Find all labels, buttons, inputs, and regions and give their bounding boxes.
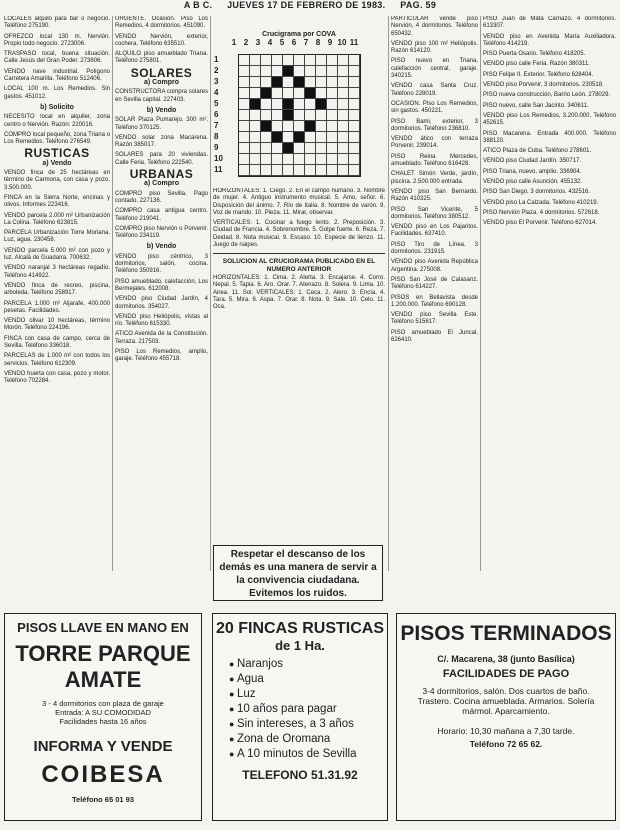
ad-phone: TELEFONO 51.31.92 <box>242 768 358 782</box>
crossword-cell <box>338 99 349 110</box>
crossword-cell <box>272 132 283 143</box>
col-number: 1 <box>231 38 237 47</box>
crossword-cell <box>283 66 294 77</box>
classified-ad: PISO Macarena. Entrada 400.000. Teléfono 388120. <box>483 130 616 144</box>
crossword-cell <box>338 110 349 121</box>
crossword-cell <box>272 88 283 99</box>
ad-line: INFORMA Y VENDE <box>33 738 173 755</box>
crossword-cell <box>316 88 327 99</box>
crossword-cell <box>250 132 261 143</box>
crossword-cell <box>261 55 272 66</box>
crossword-cell <box>294 99 305 110</box>
subsection-heading: b) Vendo <box>146 106 177 114</box>
classified-ad: PISO nueva construcción, Barrio León. 278029. <box>483 92 611 99</box>
row-number: 9 <box>214 143 219 152</box>
crossword-cell <box>305 154 316 165</box>
crossword-cell <box>261 77 272 88</box>
crossword-cell <box>327 55 338 66</box>
crossword-cell <box>316 121 327 132</box>
crossword-cell <box>305 121 316 132</box>
classified-ad: VENDO piso Porvenir, 3 dormitorios. 230518. <box>483 82 604 89</box>
crossword-cell <box>349 110 360 121</box>
classified-ad: LOCALES alquilo para bar o negocio. Teléfono 275190. <box>4 16 110 30</box>
classified-ad: VENDO nave industrial. Polígono Carretera Amarilla. Teléfono 512406. <box>4 68 110 83</box>
row-number: 11 <box>214 165 223 174</box>
bullet-item: ● Zona de Oromana <box>229 732 387 747</box>
ad-line: FACILIDADES DE PAGO <box>442 668 570 680</box>
crossword-cell <box>349 88 360 99</box>
crossword-column-numbers <box>228 38 360 47</box>
crossword-cell <box>316 154 327 165</box>
col-number: 6 <box>291 38 297 47</box>
classified-ad: PARCELA 1.000 m² Aljarafe, 400.000 pesetas. Facilidades. <box>4 300 110 314</box>
crossword-cell <box>239 143 250 154</box>
crossword-cell <box>338 121 349 132</box>
crossword-cell <box>294 132 305 143</box>
subsection-heading: a) Vendo <box>42 159 72 167</box>
crossword-cell <box>283 55 294 66</box>
subsection-heading: b) Solicito <box>40 103 74 111</box>
classified-ad: PISO Juan de Mata Carriazo. 4 dormitorios. 613307. <box>483 16 616 30</box>
crossword-cell <box>250 143 261 154</box>
row-number: 7 <box>214 121 219 130</box>
crossword-cell <box>316 132 327 143</box>
classified-ad: FINCA en la Sierra Norte, encinas y olivos. Informes 223416. <box>4 194 110 209</box>
classified-ad: NECESITO local en alquiler, zona centro o Nervión. Razón: 220016. <box>4 114 110 128</box>
column-divider <box>388 16 389 571</box>
classified-ad: ALQUILO piso amueblado Triana. Teléfono 275801. <box>115 51 208 65</box>
solution-text: HORIZONTALES: 1. Cima. 2. Alerta. 3. Encajarse. 4. Corro. Nepal. 5. Tapia. 6. Aro. Orar. 7. Atenazo. 8. Solera. 9. Lima. 10. Airea. 11. Sol. VERTICALES: 1. Ceca. 2. Alero. 3. Encía. 4. Tara. 5. Mira. 6. Aspa. 7. Orar. 8. Nota. 9. Sale. 10. Celo. 11. Oca. <box>213 274 385 311</box>
notice-box <box>213 545 383 601</box>
ad-pisos-terminados <box>396 613 616 821</box>
ad-bullets <box>229 657 387 762</box>
classifieds-column-5 <box>483 16 616 566</box>
ad-line: PISOS LLAVE EN MANO EN <box>17 620 189 635</box>
page-number: PAG. 59 <box>400 0 437 10</box>
crossword-cell <box>239 132 250 143</box>
row-number: 3 <box>214 77 219 86</box>
classified-ad: SOLAR Plaza Pumarejo. 300 m². Teléfono 370125. <box>115 117 208 131</box>
row-number: 2 <box>214 66 219 75</box>
classified-ad: VENDO ático con terraza Porvenir. 239014. <box>391 136 478 150</box>
classified-ad: PISO nuevo en Triana, calefacción central, garaje. 340215. <box>391 58 478 80</box>
row-number: 1 <box>214 55 219 64</box>
classified-ad: CHALET Simón Verde, jardín, piscina. 2.500.000 entrada. <box>391 171 478 185</box>
crossword-cell <box>283 121 294 132</box>
crossword-cell <box>349 143 360 154</box>
classified-ad: COMPRO local pequeño, zona Triana o Los Remedios. Teléfono 276549. <box>4 131 110 146</box>
classified-ad: SOLARES para 20 viviendas. Calle Feria. Teléfono 222540. <box>115 152 208 166</box>
classified-ad: URGENTE. Ocasión. Piso Los Remedios, 4 dormitorios. 451090. <box>115 16 208 30</box>
crossword-cell <box>338 55 349 66</box>
crossword-cell <box>239 121 250 132</box>
classified-ad: ATICO Avenida de la Constitución. Terraza. 217503. <box>115 331 208 345</box>
crossword-cell <box>261 66 272 77</box>
classified-ad: VENDO piso Ciudad Jardín, 4 dormitorios. 354027. <box>115 296 208 310</box>
classified-ad: VENDO piso céntrico, 3 dormitorios, salón, cocina. Teléfono 350916. <box>115 253 208 275</box>
crossword-cell <box>272 99 283 110</box>
crossword-cell <box>338 132 349 143</box>
crossword-grid <box>238 54 361 177</box>
crossword-cell <box>338 143 349 154</box>
crossword-cell <box>294 154 305 165</box>
crossword-cell <box>327 77 338 88</box>
classified-ad: VENDO finca de recreo, piscina, arboleda. Teléfono 258917. <box>4 282 110 297</box>
classifieds-column-2 <box>115 16 208 566</box>
crossword-cell <box>283 132 294 143</box>
crossword-cell <box>239 77 250 88</box>
classified-ad: ATICO Plaza de Cuba. Teléfono 278601. <box>483 148 592 155</box>
bullet-item: ● Agua <box>229 672 387 687</box>
classified-ad: PISO amueblado El Juncal. 626410. <box>391 329 478 343</box>
solution-title: SOLUCION AL CRUCIGRAMA PUBLICADO EN EL NUMERO ANTERIOR <box>222 258 376 273</box>
classified-ad: TRASPASO local, buena situación. Calle Jesús del Gran Poder. 273806. <box>4 51 110 65</box>
classified-ad: VENDO finca de 25 hectáreas en término de Carmona, con casa y pozo. 3.500.000. <box>4 170 110 191</box>
col-number: 5 <box>279 38 285 47</box>
crossword-cell <box>272 66 283 77</box>
classified-ad: VENDO piso Ciudad Jardín. 350717. <box>483 158 582 165</box>
crossword-cell <box>305 110 316 121</box>
crossword-horizontales: HORIZONTALES: 1. Ciego. 2. En el campo humano. 3. Nombre de mujer. 4. Antiguo instrumento musical. 5. Amo, señor. 6. Disposición del ánimo. 7. Río de Italia. 8. Nombre de varón. 9. Voz de mando. 10. Pieza. 11. Mirar, observar. <box>213 188 385 216</box>
crossword-cell <box>250 121 261 132</box>
col-number: 8 <box>315 38 321 47</box>
col-number: 10 <box>337 38 347 47</box>
crossword-cell <box>261 99 272 110</box>
ad-headline: PISOS TERMINADOS <box>400 622 612 645</box>
crossword-cell <box>294 143 305 154</box>
crossword-cell <box>316 66 327 77</box>
crossword-cell <box>272 121 283 132</box>
crossword-cell <box>239 165 250 176</box>
classified-ad: PISO San Vicente, 5 dormitorios. Teléfono 380512. <box>391 206 478 220</box>
bullet-item: ● Naranjos <box>229 657 387 672</box>
subsection-heading: b) Vendo <box>146 243 177 251</box>
classified-ad: PISO Bami, exterior, 3 dormitorios. Teléfono 236810. <box>391 118 478 132</box>
crossword-cell <box>294 110 305 121</box>
crossword-cell <box>261 132 272 143</box>
col-number: 9 <box>327 38 333 47</box>
subsection-heading: a) Compro <box>144 79 179 87</box>
col-number: 2 <box>243 38 249 47</box>
crossword-cell <box>283 165 294 176</box>
ad-line: 3-4 dormitorios, salón. Dos cuartos de baño. Trastero. Cocina amueblada. Armarios. Solería mármol. Aparcamiento. <box>417 686 595 716</box>
crossword-cell <box>349 66 360 77</box>
crossword-cell <box>327 88 338 99</box>
classified-ad: VENDO piso Sevilla Este. Teléfono 515617. <box>391 312 478 326</box>
col-number: 4 <box>267 38 273 47</box>
classified-ad: COMPRO piso Sevilla. Pago contado. 227136. <box>115 190 208 204</box>
crossword-cell <box>349 154 360 165</box>
ad-torre-parque-amate <box>4 613 202 821</box>
classified-ad: VENDO solar zona Macarena. Razón 385017. <box>115 134 208 149</box>
subsection-heading: a) Compro <box>144 180 179 188</box>
classified-ad: VENDO piso Heliópolis, vistas al río. Teléfono 615330. <box>115 313 208 328</box>
crossword-cell <box>272 154 283 165</box>
ad-phone: Teléfono 65 01 93 <box>72 795 134 804</box>
crossword-cell <box>294 88 305 99</box>
crossword-cell <box>250 66 261 77</box>
classified-ad: PISO nuevo, calle San Jacinto. 340611. <box>483 102 589 109</box>
crossword-cell <box>327 110 338 121</box>
classified-ad: PISO Triana, nuevo, amplio. 336904. <box>483 168 582 175</box>
classified-ad: VENDO piso San Bernardo. Razón 410325. <box>391 188 478 203</box>
crossword-cell <box>327 165 338 176</box>
classified-ad: VENDO piso El Porvenir. Teléfono 627014. <box>483 220 597 227</box>
section-heading-rusticas: RUSTICAS <box>24 146 90 161</box>
crossword-cell <box>327 132 338 143</box>
crossword-cell <box>349 99 360 110</box>
crossword-cell <box>327 66 338 77</box>
crossword-cell <box>327 121 338 132</box>
crossword-cell <box>338 66 349 77</box>
ad-line: de 1 Ha. <box>275 638 325 653</box>
crossword-cell <box>261 165 272 176</box>
classified-ad: PARTICULAR vende piso Nervión, 4 dormitorios. Teléfono 650432. <box>391 16 478 37</box>
crossword-cell <box>305 143 316 154</box>
crossword-cell <box>272 165 283 176</box>
crossword-cell <box>272 77 283 88</box>
classified-ad: VENDO naranjal 3 hectáreas regadío. Teléfono 414922. <box>4 265 110 279</box>
crossword-cell <box>349 132 360 143</box>
crossword-cell <box>261 110 272 121</box>
classified-ad: VENDO piso calle Feria. Razón 380311. <box>483 61 590 68</box>
crossword-cell <box>250 110 261 121</box>
divider <box>213 253 385 254</box>
crossword-cell <box>283 77 294 88</box>
classified-ad: PISO Reina Mercedes, amueblado. Teléfono 616428. <box>391 153 478 168</box>
column-divider <box>480 16 481 571</box>
crossword-cell <box>239 110 250 121</box>
crossword-cell <box>305 88 316 99</box>
crossword-cell <box>349 121 360 132</box>
crossword-cell <box>338 165 349 176</box>
issue-date: JUEVES 17 DE FEBRERO DE 1983. <box>227 0 386 10</box>
crossword-cell <box>283 154 294 165</box>
ad-headline: TORRE PARQUE AMATE <box>15 641 191 692</box>
bullet-item: ● Luz <box>229 687 387 702</box>
classified-ad: VENDO olivar 10 hectáreas, término Morón. Teléfono 224196. <box>4 318 110 332</box>
crossword-row-numbers <box>214 54 223 175</box>
paper-name: A B C. <box>183 0 213 10</box>
classified-ad: PARCELA Urbanización Torre Moriana. Luz, agua. 230458. <box>4 230 110 244</box>
crossword-cell <box>239 99 250 110</box>
crossword-cell <box>305 165 316 176</box>
notice-text: Respetar el descanso de los demás es una manera de servir a la convivencia ciudadana. Evitemos los ruidos. <box>219 549 377 599</box>
crossword-grid-wrap <box>238 54 361 177</box>
crossword-cell <box>305 55 316 66</box>
classified-ad: VENDO parcela 2.000 m² Urbanización La Colina. Teléfono 623815. <box>4 212 110 226</box>
crossword-cell <box>239 66 250 77</box>
crossword-cell <box>305 77 316 88</box>
crossword-cell <box>305 99 316 110</box>
classifieds-column-4 <box>391 16 478 566</box>
classified-ad: VENDO piso calle Asunción. 455132. <box>483 179 583 186</box>
row-number: 6 <box>214 110 219 119</box>
crossword-cell <box>316 143 327 154</box>
crossword-cell <box>316 165 327 176</box>
crossword-cell <box>250 88 261 99</box>
bullet-item: ● 10 años para pagar <box>229 702 387 717</box>
classified-ad: VENDO Nervión, exterior, cochera. Teléfono 635510. <box>115 33 208 47</box>
crossword-cell <box>250 99 261 110</box>
classified-ad: VENDO piso La Calzada. Teléfono 410219. <box>483 199 599 206</box>
crossword-cell <box>305 66 316 77</box>
page-header <box>0 0 620 14</box>
bullet-item: ● A 10 minutos de Sevilla <box>229 747 387 762</box>
crossword-cell <box>327 99 338 110</box>
section-heading-urbanas: URBANAS <box>129 167 194 182</box>
crossword-cell <box>327 154 338 165</box>
column-divider <box>112 16 113 571</box>
crossword-cell <box>349 165 360 176</box>
crossword-cell <box>283 110 294 121</box>
crossword-cell <box>261 88 272 99</box>
classified-ad: PISO San Diego, 3 dormitorios. 432516. <box>483 189 591 196</box>
classified-ad: VENDO piso Avenida República Argentina. 275008. <box>391 259 478 273</box>
classified-ad: PISO Felipe II. Exterior. Teléfono 628404. <box>483 71 594 78</box>
ad-line: Horario: 10,30 mañana a 7,30 tarde. <box>437 726 575 736</box>
crossword-cell <box>316 55 327 66</box>
col-number: 11 <box>349 38 359 47</box>
crossword-cell <box>294 55 305 66</box>
crossword-cell <box>316 99 327 110</box>
classified-ad: OFREZCO local 130 m. Nervión. Propio todo negocio. 2723006. <box>4 33 110 47</box>
bullet-item: ● Sin intereses, a 3 años <box>229 717 387 732</box>
crossword-cell <box>283 143 294 154</box>
crossword-cell <box>294 77 305 88</box>
crossword-cell <box>272 143 283 154</box>
crossword-cell <box>338 154 349 165</box>
ad-line: C/. Macarena, 38 (junto Basílica) <box>437 654 575 664</box>
classified-ad: CONSTRUCTORA compra solares en Sevilla capital. 227403. <box>115 89 208 103</box>
crossword-cell <box>316 110 327 121</box>
classified-ad: VENDO parcela 5.000 m² con pozo y luz. Alcalá de Guadaíra. 700632. <box>4 247 110 262</box>
classified-ad: PISO Tiro de Línea. 3 dormitorios. 231915. <box>391 241 478 256</box>
crossword-cell <box>283 88 294 99</box>
classified-ad: VENDO casa Santa Cruz. Teléfono 228019. <box>391 83 478 97</box>
crossword-cell <box>250 165 261 176</box>
crossword-cell <box>261 154 272 165</box>
crossword-cell <box>283 99 294 110</box>
classified-ad: VENDO huerta con casa, pozo y motor. Teléfono 702284. <box>4 370 110 385</box>
classified-ad: VENDO piso Los Remedios, 3.200.000. Teléfono 452615. <box>483 112 616 127</box>
ad-brand: COIBESA <box>41 761 165 788</box>
classified-ad: VENDO piso 100 m² Heliópolis. Razón 614120. <box>391 40 478 55</box>
row-number: 4 <box>214 88 219 97</box>
crossword-cell <box>327 143 338 154</box>
classified-ad: PISO Puerta Osario. Teléfono 418205. <box>483 51 586 58</box>
ad-line: 3 - 4 dormitorios con plaza de garaje <box>42 699 164 708</box>
ad-line: Facilidades hasta 16 años <box>59 717 147 726</box>
crossword-cell <box>250 77 261 88</box>
classified-ad: PISO Los Remedios, amplio, garaje. Teléfono 455718. <box>115 348 208 363</box>
classified-ad: VENDO piso en Avenida María Auxiliadora. Teléfono 414219. <box>483 33 616 47</box>
crossword-clues <box>213 188 385 543</box>
classified-ad: PISO San José de Calasanz. Teléfono 614227. <box>391 276 478 291</box>
crossword-cell <box>349 77 360 88</box>
crossword-cell <box>316 77 327 88</box>
ad-headline: 20 FINCAS RUSTICAS <box>215 620 385 637</box>
row-number: 10 <box>214 154 223 163</box>
classified-ad: OCASION. Piso Los Remedios, sin gastos. 450221. <box>391 100 478 115</box>
crossword-cell <box>294 165 305 176</box>
crossword-cell <box>261 143 272 154</box>
ad-phone: Teléfono 72 65 62. <box>469 739 543 749</box>
crossword-cell <box>239 88 250 99</box>
crossword-cell <box>338 77 349 88</box>
crossword-cell <box>349 55 360 66</box>
crossword-cell <box>250 55 261 66</box>
classified-ad: FINCA con casa de campo, cerca de Sevilla. Teléfono 336018. <box>4 335 110 349</box>
crossword-cell <box>239 154 250 165</box>
classified-ad: COMPRO piso Nervión o Porvenir. Teléfono 234119. <box>115 225 208 240</box>
ad-20-fincas <box>212 613 388 821</box>
crossword-cell <box>239 55 250 66</box>
crossword-cell <box>250 154 261 165</box>
crossword-cell <box>338 88 349 99</box>
crossword-title: Crucigrama por COVA <box>262 31 336 38</box>
classified-ad: PARCELAS de 1.000 m² con todos los servicios. Teléfono 612309. <box>4 353 110 367</box>
classifieds-column-1 <box>4 16 110 566</box>
classified-ad: PISO amueblado, calefacción, Los Bermejales. 612008. <box>115 278 208 292</box>
crossword-cell <box>294 121 305 132</box>
row-number: 5 <box>214 99 219 108</box>
classified-ad: PISOS en Bellavista desde 1.200.000. Teléfono 690128. <box>391 294 478 308</box>
col-number: 7 <box>303 38 309 47</box>
classified-ad: LOCAL 100 m. Los Remedios. Sin gastos. 451012. <box>4 86 110 100</box>
ad-line: Entrada: A SU COMODIDAD <box>55 708 151 717</box>
crossword-cell <box>272 55 283 66</box>
classified-ad: PISO Nervión Plaza. 4 dormitorios. 572618. <box>483 209 600 216</box>
row-number: 8 <box>214 132 219 141</box>
crossword-cell <box>261 121 272 132</box>
col-number: 3 <box>255 38 261 47</box>
column-divider <box>210 16 211 571</box>
classified-ad: COMPRO casa antigua centro. Teléfono 219041. <box>115 208 208 222</box>
crossword-cell <box>305 132 316 143</box>
section-heading-solares: SOLARES <box>130 65 193 80</box>
crossword-cell <box>272 110 283 121</box>
crossword-cell <box>294 66 305 77</box>
crossword-verticales: VERTICALES: 1. Cocinar a fuego lento. 2. Preposición. 3. Ciudad de Francia. 4. Sobrenombre. 5. Golpe fuerte. 6. Reza. 7. Deidad. 8. Nota musical. 9. Escaso. 10. Especie de lienzo. 11. Juego de naipes. <box>213 220 385 249</box>
classified-ad: VENDO piso en Los Pajaritos. Facilidades. 637410. <box>391 224 478 238</box>
